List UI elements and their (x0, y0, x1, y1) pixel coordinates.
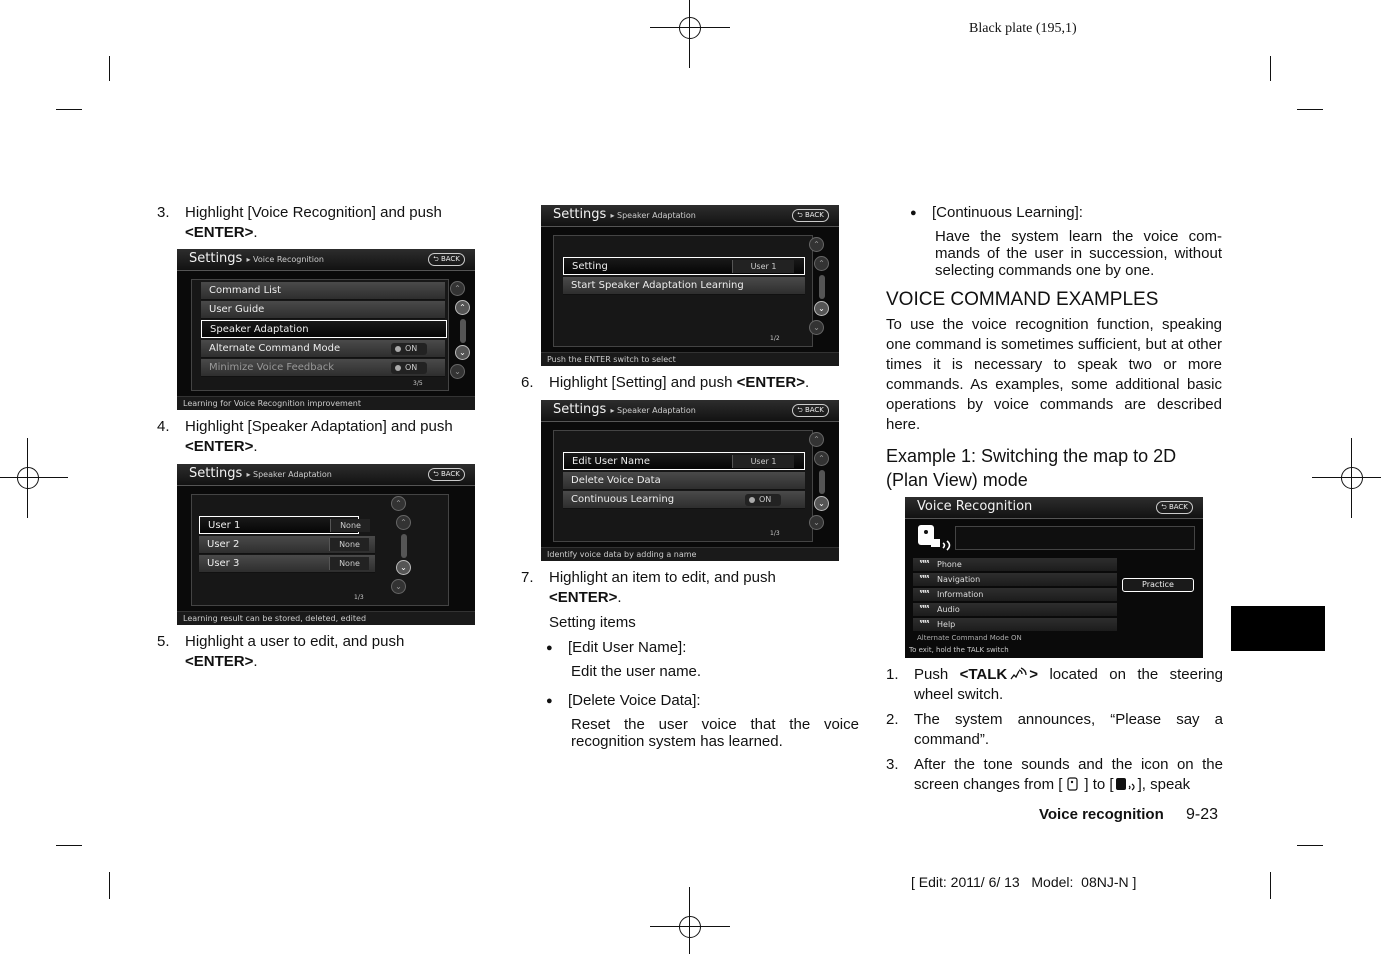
step-2-right: 2. The system announces, “Please say a command”. (886, 711, 1223, 748)
step-3-left: 3. Highlight [Voice Recognition] and push <ENTER>. (157, 204, 442, 241)
value-field: User 1 (732, 260, 794, 273)
crop-mark (1297, 109, 1323, 110)
menu-item-alternate-command-mode[interactable]: Alternate Command Mode ON (201, 340, 445, 358)
scroll-down-icon[interactable]: ⌄ (814, 301, 829, 316)
toggle-indicator: ON (745, 494, 781, 506)
back-button[interactable]: ⮌ BACK (1156, 501, 1193, 514)
exit-hint: To exit, hold the TALK switch (909, 646, 1009, 654)
value-field: None (330, 519, 370, 532)
scroll-down-fast-icon[interactable]: ⌄ (809, 515, 824, 530)
scrollbar[interactable] (460, 319, 466, 343)
step-5-left: 5. Highlight a user to edit, and push <ENTER>. (157, 633, 405, 670)
menu-item-speaker-adaptation[interactable]: Speaker Adaptation (201, 320, 447, 338)
section-heading: VOICE COMMAND EXAMPLES (886, 289, 1159, 310)
scroll-up-fast-icon[interactable]: ⌃ (450, 281, 465, 296)
bullet-desc: Edit the user name. (571, 663, 702, 680)
speaker-on-icon (1115, 777, 1137, 792)
crop-mark (56, 109, 82, 110)
page-indicator: 1/2 (770, 335, 780, 342)
screen-speaker-adaptation-users: Settings ▸ Speaker Adaptation ⮌ BACK User 1 None User 2 None User 3 None 1/3 ⌃ ⌃ ⌄ ⌄ Learning result can be stored, deleted, edited (177, 464, 475, 625)
menu-item-continuous-learning[interactable]: Continuous Learning ON (563, 491, 805, 509)
crop-mark (109, 872, 110, 899)
crop-mark (109, 56, 110, 81)
menu-item-user-2[interactable]: User 2 None (199, 536, 375, 554)
speaker-icon (915, 523, 955, 553)
page-indicator: 1/3 (354, 594, 364, 601)
menu-item-user-guide[interactable]: User Guide (201, 301, 445, 319)
scrollbar[interactable] (401, 534, 407, 558)
hint-bar: Learning for Voice Recognition improvement (177, 396, 475, 410)
scrollbar[interactable] (819, 470, 825, 494)
page-indicator: 1/3 (770, 530, 780, 537)
edit-info: [ Edit: 2011/ 6/ 13 Model: 08NJ-N ] (911, 874, 1137, 890)
step-1-right: 1. Push <TALK > located on the steering wheel switch. (886, 666, 1223, 703)
menu-item-command-list[interactable]: Command List (201, 282, 445, 300)
scroll-down-icon[interactable]: ⌄ (814, 496, 829, 511)
bullet-edit-user-name: ● [Edit User Name]: (546, 639, 687, 656)
crop-mark (1270, 56, 1271, 81)
hint-bar: Learning result can be stored, deleted, edited (177, 611, 475, 625)
command-information[interactable]: ‟‟ Information (913, 588, 1117, 602)
alternate-mode-status: Alternate Command Mode ON (917, 634, 1022, 642)
menu-item-setting[interactable]: Setting User 1 (563, 257, 805, 275)
command-help[interactable]: ‟‟ Help (913, 618, 1117, 632)
example-title: Example 1: Switching the map to 2D (Plan View) mode (886, 446, 1177, 490)
menu-item-edit-user-name[interactable]: Edit User Name User 1 (563, 452, 805, 470)
scrollbar[interactable] (819, 275, 825, 299)
hint-bar: Identify voice data by adding a name (541, 547, 839, 561)
menu-item-delete-voice-data[interactable]: Delete Voice Data (563, 472, 805, 490)
practice-button[interactable]: Practice (1122, 578, 1194, 592)
page-number: 9-23 (1186, 806, 1219, 823)
setting-items-label: Setting items (549, 614, 636, 631)
scroll-up-icon[interactable]: ⌃ (814, 451, 829, 466)
intro-paragraph: To use the voice recognition function, speaking one command is sometimes sufficient, but at other times it is necessary to speak two or more commands. As examples, some additional basic operations by voice commands are described here. (886, 316, 1222, 433)
bullet-delete-voice-data: ● [Delete Voice Data]: (546, 692, 701, 709)
bullet-continuous-learning: ● [Continuous Learning]: (910, 204, 1083, 221)
screen-speaker-adaptation-edit: Settings ▸ Speaker Adaptation ⮌ BACK Edit User Name User 1 Delete Voice Data Continuous Learning ON 1/3 ⌃ ⌃ ⌄ ⌄ Identify voice data by adding a name (541, 400, 839, 561)
scroll-down-fast-icon[interactable]: ⌄ (809, 320, 824, 335)
footer-section-title: Voice recognition (1039, 806, 1164, 823)
scroll-up-icon[interactable]: ⌃ (455, 300, 470, 315)
crop-mark (1270, 872, 1271, 899)
crop-mark (56, 845, 82, 846)
hint-bar: Push the ENTER switch to select (541, 352, 839, 366)
bullet-desc: Have the system learn the voice com-mands of the user in succession, without selecting commands one by one. (935, 228, 1222, 279)
value-field: None (329, 538, 369, 551)
command-audio[interactable]: ‟‟ Audio (913, 603, 1117, 617)
back-button[interactable]: ⮌ BACK (428, 253, 465, 266)
crop-mark (1297, 845, 1323, 846)
scroll-down-icon[interactable]: ⌄ (455, 345, 470, 360)
scroll-up-fast-icon[interactable]: ⌃ (809, 432, 824, 447)
value-field: None (329, 557, 369, 570)
screen-speaker-adaptation-setting: Settings ▸ Speaker Adaptation ⮌ BACK Setting User 1 Start Speaker Adaptation Learning 1/2 ⌃ ⌃ ⌄ ⌄ Push the ENTER switch to select (541, 205, 839, 366)
scroll-up-fast-icon[interactable]: ⌃ (391, 496, 406, 511)
toggle-indicator: ON (391, 362, 427, 374)
back-button[interactable]: ⮌ BACK (428, 468, 465, 481)
registration-mark (650, 887, 730, 954)
scroll-up-fast-icon[interactable]: ⌃ (809, 237, 824, 252)
menu-item-user-1[interactable]: User 1 None (199, 516, 359, 534)
registration-mark (0, 438, 68, 518)
bullet-desc: Reset the user voice that the voice recognition system has learned. (571, 716, 859, 750)
scroll-up-icon[interactable]: ⌃ (814, 256, 829, 271)
step-6-middle: 6. Highlight [Setting] and push <ENTER>. (521, 374, 810, 391)
recognition-display (955, 526, 1195, 550)
scroll-up-icon[interactable]: ⌃ (396, 515, 411, 530)
scroll-down-icon[interactable]: ⌄ (396, 560, 411, 575)
page-indicator: 3/5 (413, 380, 423, 387)
menu-item-start-speaker-adaptation-learning[interactable]: Start Speaker Adaptation Learning (563, 277, 805, 295)
step-3-right: 3. After the tone sounds and the icon on the screen changes from [ ] to [ ], speak (886, 756, 1223, 793)
step-7-middle: 7. Highlight an item to edit, and push <ENTER>. (521, 569, 776, 606)
menu-item-minimize-voice-feedback[interactable]: Minimize Voice Feedback ON (201, 359, 445, 377)
plate-label: Black plate (195,1) (969, 21, 1077, 36)
registration-mark (650, 0, 730, 68)
step-4-left: 4. Highlight [Speaker Adaptation] and push <ENTER>. (157, 418, 453, 455)
registration-mark (1312, 438, 1381, 518)
screen-voice-recognition: Voice Recognition ⮌ BACK ‟‟ Phone ‟‟ Navigation ‟‟ Information ‟‟ Audio ‟‟ Help Practice Alternate Command Mode ON To exit, hold the TALK switch (905, 497, 1203, 658)
scroll-down-fast-icon[interactable]: ⌄ (450, 364, 465, 379)
screen-voice-recognition-settings: Settings ▸ Voice Recognition ⮌ BACK Command List User Guide Speaker Adaptation Alternate Command Mode ON Minimize Voice Feedback ON 3/5 ⌃ ⌃ ⌄ ⌄ Learning for Voice Recognition improvement (177, 249, 475, 410)
menu-item-user-3[interactable]: User 3 None (199, 555, 375, 573)
command-navigation[interactable]: ‟‟ Navigation (913, 573, 1117, 587)
toggle-indicator: ON (391, 343, 427, 355)
speaker-off-icon (1065, 777, 1081, 792)
chapter-tab (1231, 606, 1325, 651)
scroll-down-fast-icon[interactable]: ⌄ (391, 579, 406, 594)
command-phone[interactable]: ‟‟ Phone (913, 558, 1117, 572)
back-button[interactable]: ⮌ BACK (792, 209, 829, 222)
back-button[interactable]: ⮌ BACK (792, 404, 829, 417)
value-field: User 1 (732, 455, 794, 468)
talk-icon (1009, 667, 1027, 681)
